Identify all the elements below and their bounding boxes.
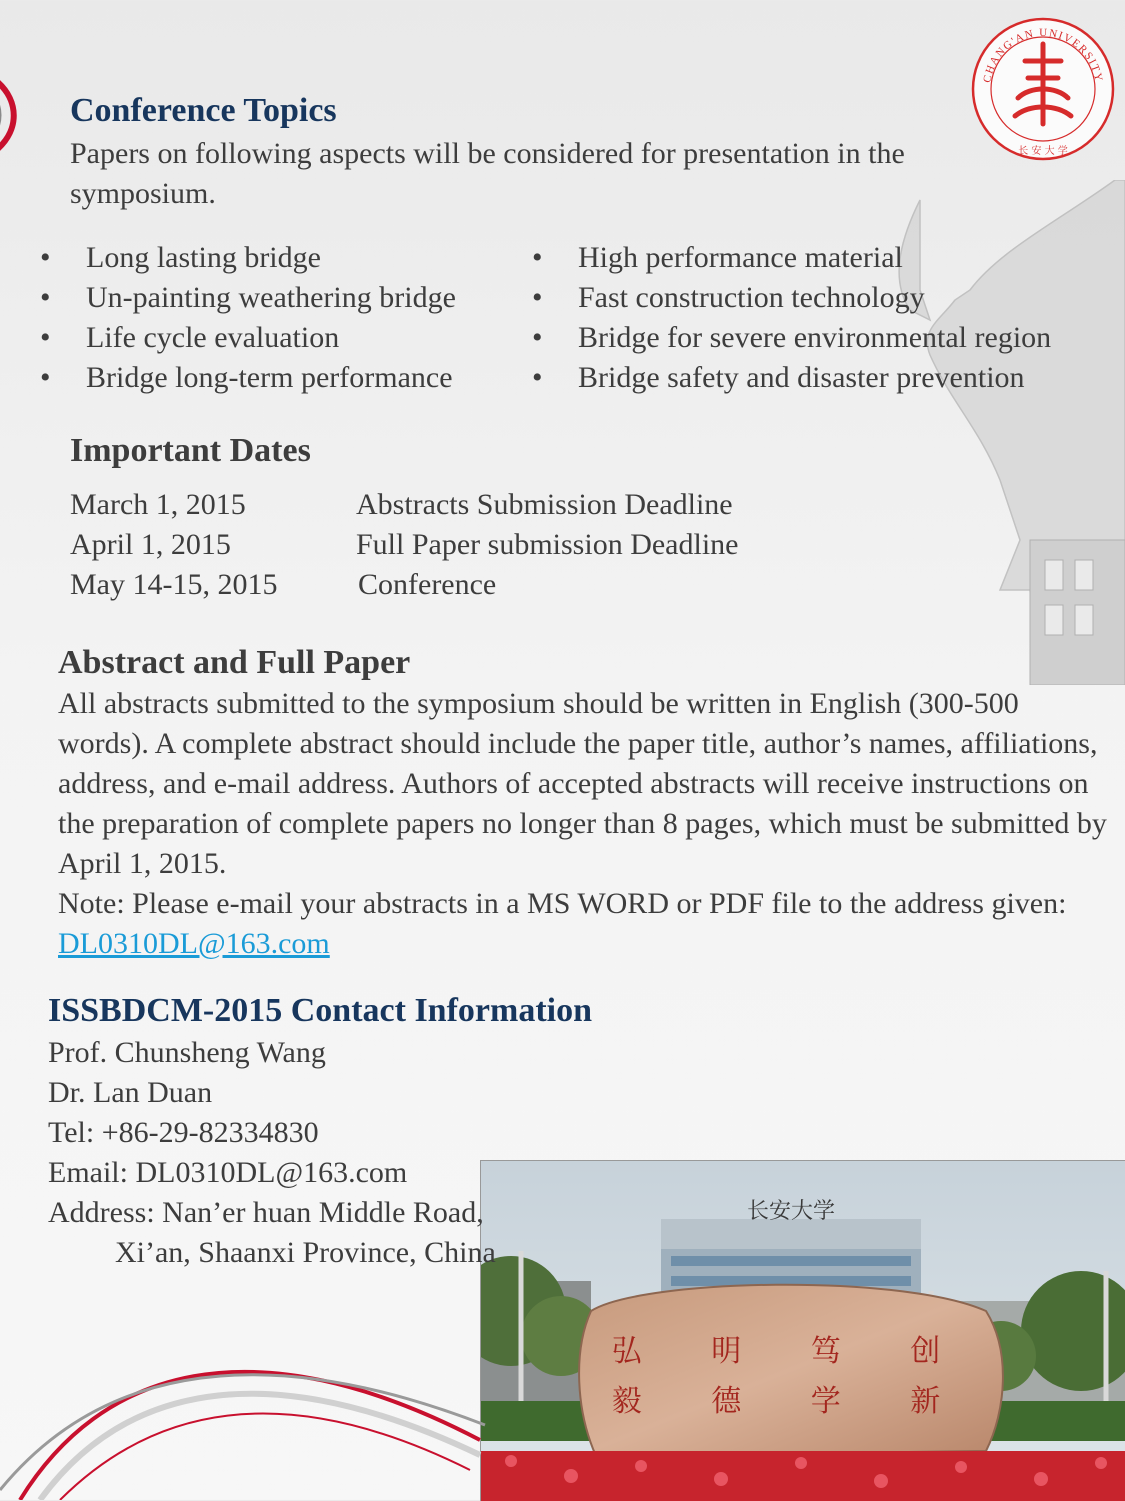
abstract-paragraph [58,684,1108,964]
date-value: May 14-15, 2015 [70,568,278,601]
date-row [70,485,733,525]
list-item: • Life cycle evaluation [40,321,340,354]
contact-tel: Tel: +86-29-82334830 [48,1116,319,1149]
decorative-swoosh [0,1330,490,1500]
list-item: • Long lasting bridge [40,241,321,274]
date-value: March 1, 2015 [70,488,246,521]
topics-list-right [532,238,1052,398]
abstract-note: Note: Please e-mail your abstracts in a MS WORD or PDF file to the address given: [58,887,1067,920]
svg-text:长 安 大 学: 长 安 大 学 [1018,146,1068,157]
date-value: April 1, 2015 [70,528,231,561]
campus-photo [480,1160,1125,1501]
contact-address-1: Address: Nan’er huan Middle Road, [48,1196,484,1229]
svg-text:CHANG'AN UNIVERSITY: CHANG'AN UNIVERSITY [981,26,1105,84]
topics-title: Conference Topics [70,92,337,129]
abstract-title: Abstract and Full Paper [58,644,411,681]
date-row [70,525,739,565]
contact-address-2: Xi’an, Shaanxi Province, China [115,1236,496,1269]
list-item: • High performance material [532,241,903,274]
stone-inscription-line-2: 毅 德 学 新 [611,1384,971,1419]
decorative-arc [0,58,30,173]
email-link[interactable]: DL0310DL@163.com [58,927,330,960]
date-event: Abstracts Submission Deadline [356,488,733,521]
stone-inscription-line-1: 弘 明 笃 创 [611,1334,971,1369]
list-item: • Bridge long-term performance [40,361,453,394]
date-event: Conference [358,568,497,601]
list-item: • Un-painting weathering bridge [40,281,456,314]
list-item: • Fast construction technology [532,281,925,314]
contact-email: Email: DL0310DL@163.com [48,1156,408,1189]
building-sign: 长安大学 [746,1199,836,1224]
date-event: Full Paper submission Deadline [356,528,739,561]
abstract-body-text: All abstracts submitted to the symposium should be written in English (300-500 words). A complete abstract should include the paper title, author’s names, affiliations, address, and e-mail address. Authors of accepted abstracts will receive instructions on the preparation of complete papers no longer than 8 pages, which must be submitted by April 1, 2015. [58,687,1107,880]
contact-name-2: Dr. Lan Duan [48,1076,213,1109]
list-item: • Bridge safety and disaster prevention [532,361,1025,394]
date-row [70,565,497,605]
contact-name-1: Prof. Chunsheng Wang [48,1036,326,1069]
dates-title: Important Dates [70,432,311,469]
list-item: • Bridge for severe environmental region [532,321,1052,354]
topics-list-left [40,238,456,398]
topics-intro: Papers on following aspects will be considered for presentation in the symposium. [70,137,905,210]
contact-title: ISSBDCM-2015 Contact Information [48,992,592,1029]
